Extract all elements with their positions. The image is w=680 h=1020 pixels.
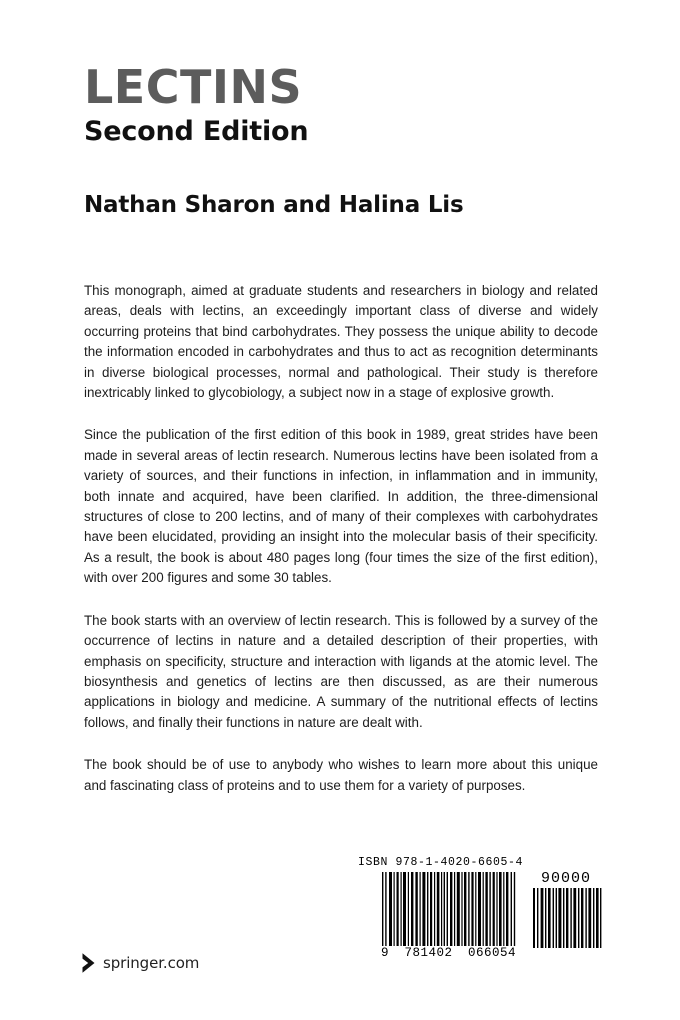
barcode-addon-label: 90000 [541,870,592,887]
publisher-wordmark: springer.com [103,953,200,972]
blurb-paragraph: The book starts with an overview of lectin research. This is followed by a survey of the occurrence of lectins in nature and a detailed description of their properties, with emphasis on specificity, structure and interaction with ligands at the atomic level. The biosynthesis and genetics of lectins are then discussed, as are their numerous applications in biology and medicine. A summary of the nutritional effects of lectins follows, and finally their functions in nature are dealt with. [84,612,598,730]
ean-digit-lead: 9 [381,946,390,960]
isbn-label: ISBN 978-1-4020-6605-4 [358,856,524,869]
page-title: LECTINS [84,60,303,114]
ean-digit-right-group: 066054 [467,946,516,960]
ean13-digits [380,946,517,960]
blurb-paragraph: Since the publication of the first edition of this book in 1989, great strides have been made in several areas of lectin research. Numerous lectins have been isolated from a variety of sources, and their functions in infection, in inflammation and in immunity, both innate and acquired, have been clarified. In addition, the three-dimensional structures of close to 200 lectins, and of many of their complexes with carbohydrates have been elucidated, providing an insight into the molecular basis of their specificity. As a result, the book is about 480 pages long (four times the size of the first edition), with over 200 figures and some 30 tables. [84,427,598,586]
ean5-addon-barcode-icon [532,888,602,948]
ean-digit-left-group: 781402 [404,946,453,960]
authors-line: Nathan Sharon and Halina Lis [84,192,464,218]
edition-subtitle: Second Edition [84,116,309,147]
blurb-paragraph: This monograph, aimed at graduate students and researchers in biology and related areas, deals with lectins, an exceedingly important class of diverse and widely occurring proteins that bind carbohydrates. They possess the unique ability to decode the information encoded in carbohydrates and thus to act as recognition determinants in diverse biological processes, normal and pathological. Their study is therefore inextricably linked to glycobiology, a subject now in a stage of explosive growth. [84,283,598,401]
blurb-paragraph: The book should be of use to anybody who wishes to learn more about this unique and fascinating class of proteins and to use them for a variety of purposes. [84,757,598,793]
blurb-text [84,281,598,796]
title-block [84,60,604,147]
isbn-barcode-block [356,856,606,976]
publisher-logo[interactable] [80,952,199,974]
chevron-right-icon [80,952,97,974]
